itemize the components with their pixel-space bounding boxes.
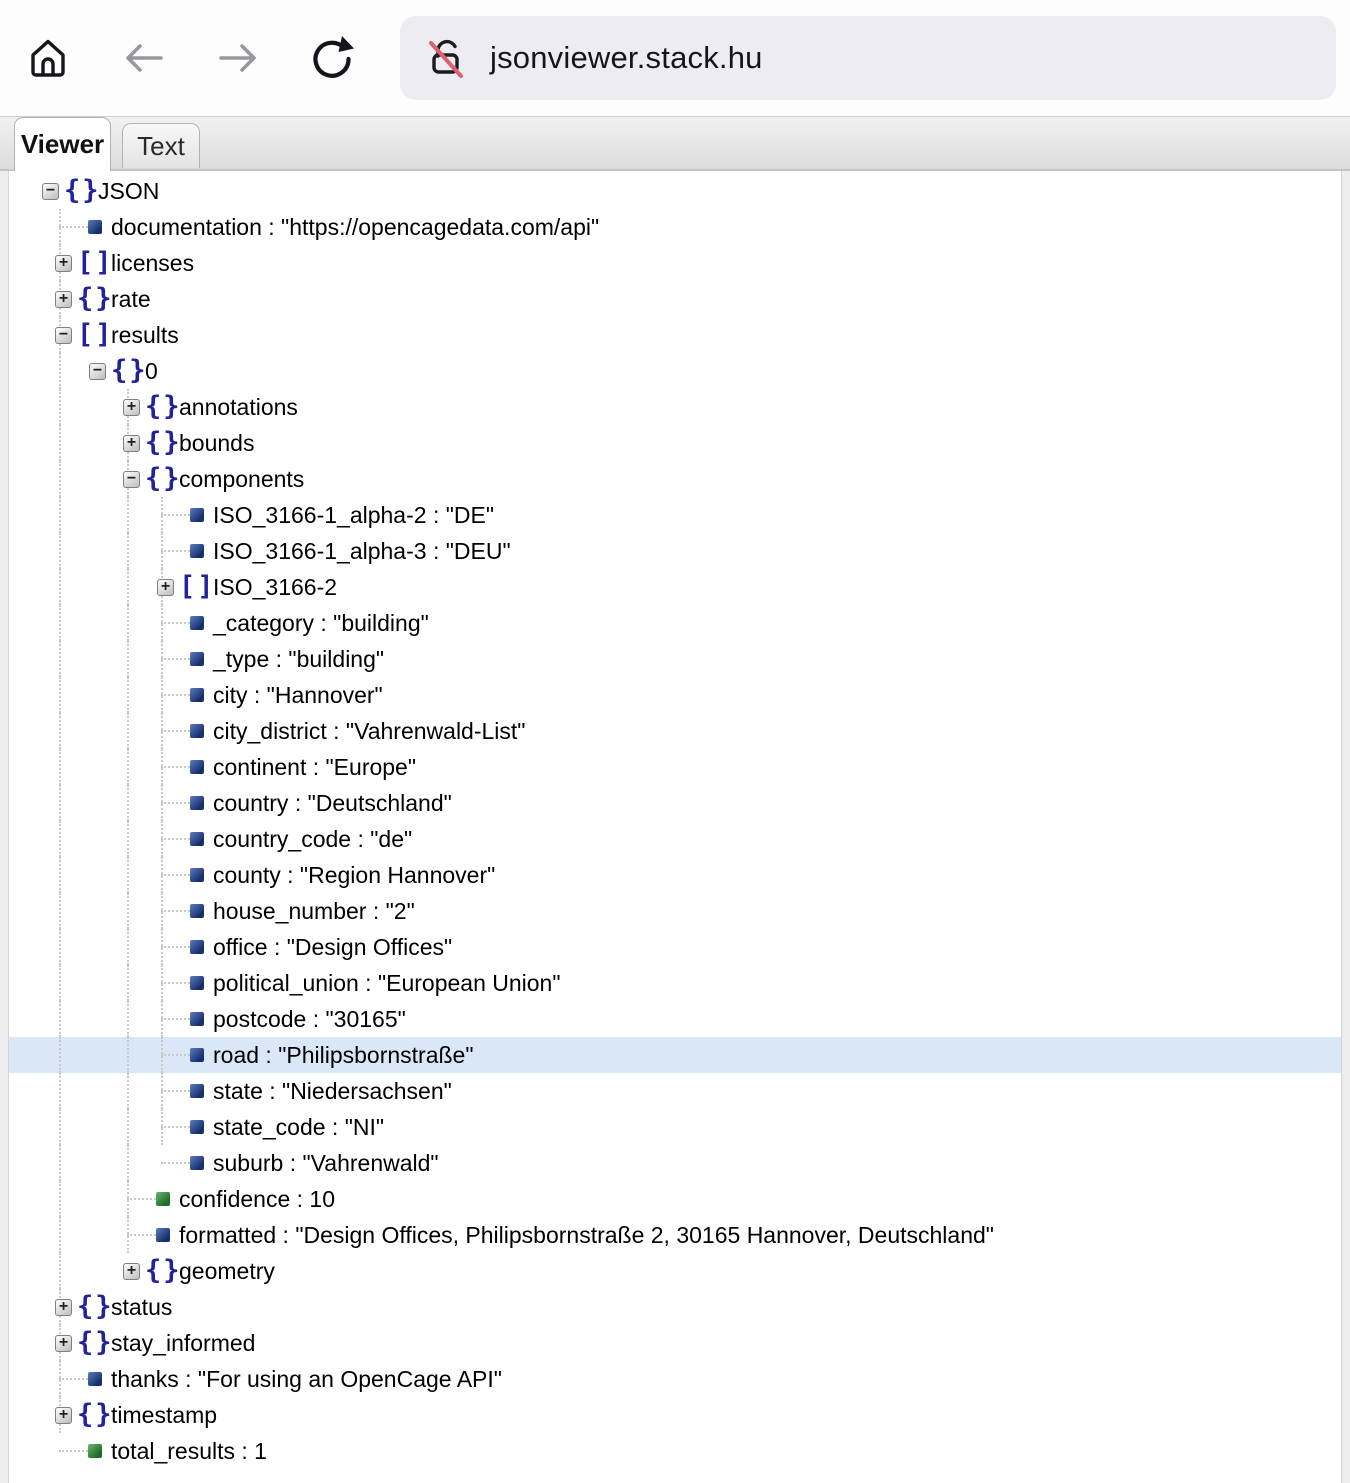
node-label[interactable]: licenses bbox=[111, 250, 195, 276]
url-bar[interactable] bbox=[400, 16, 1336, 100]
tree-row[interactable] bbox=[9, 1361, 1341, 1397]
string-leaf-icon bbox=[190, 1156, 204, 1170]
tree-guide-line bbox=[59, 1253, 61, 1289]
json-tree bbox=[8, 171, 1342, 1483]
string-leaf-icon bbox=[190, 796, 204, 810]
object-braces-icon: {} bbox=[77, 1399, 114, 1430]
expand-toggle-icon[interactable]: + bbox=[55, 291, 72, 308]
node-label[interactable]: confidence : 10 bbox=[179, 1186, 336, 1212]
tree-row[interactable] bbox=[9, 1289, 1341, 1325]
tab-strip-border bbox=[0, 169, 1350, 171]
collapse-toggle-icon[interactable]: − bbox=[55, 327, 72, 344]
tree-connector-line bbox=[161, 550, 190, 552]
tree-row[interactable] bbox=[9, 281, 1341, 317]
tree-guide-line bbox=[127, 1073, 129, 1109]
tree-row[interactable] bbox=[9, 1037, 1341, 1073]
tab-viewer[interactable]: Viewer bbox=[14, 117, 111, 171]
tree-guide-line bbox=[127, 641, 129, 677]
string-leaf-icon bbox=[190, 904, 204, 918]
tree-connector-line bbox=[161, 1126, 190, 1128]
array-brackets-icon: [] bbox=[179, 571, 216, 602]
tree-guide-line bbox=[127, 965, 129, 1001]
object-braces-icon: {} bbox=[77, 1327, 114, 1358]
string-leaf-icon bbox=[190, 1012, 204, 1026]
string-leaf-icon bbox=[190, 760, 204, 774]
tree-connector-line bbox=[161, 910, 190, 912]
tree-row[interactable] bbox=[9, 641, 1341, 677]
tree-guide-line bbox=[59, 821, 61, 857]
node-label[interactable]: city_district : "Vahrenwald-List" bbox=[213, 718, 526, 744]
object-braces-icon: {} bbox=[145, 1255, 182, 1286]
tree-row[interactable] bbox=[9, 209, 1341, 245]
node-label[interactable]: results bbox=[111, 322, 179, 348]
node-label[interactable]: 0 bbox=[145, 358, 158, 384]
tree-guide-line bbox=[59, 749, 61, 785]
forward-arrow-icon[interactable] bbox=[214, 34, 262, 82]
tree-connector-line bbox=[127, 1234, 156, 1236]
collapse-toggle-icon[interactable]: − bbox=[42, 183, 59, 200]
tree-guide-line bbox=[127, 713, 129, 749]
object-braces-icon: {} bbox=[77, 283, 114, 314]
expand-toggle-icon[interactable]: + bbox=[123, 435, 140, 452]
tree-guide-line bbox=[59, 965, 61, 1001]
tree-guide-line bbox=[59, 533, 61, 569]
tree-row[interactable] bbox=[9, 929, 1341, 965]
tree-guide-line bbox=[59, 1217, 61, 1253]
tree-row[interactable] bbox=[9, 1217, 1341, 1253]
tree-guide-line bbox=[59, 389, 61, 425]
tree-connector-line bbox=[161, 1018, 190, 1020]
node-label[interactable]: formatted : "Design Offices, Philipsbornstraße 2, 30165 Hannover, Deutschland" bbox=[179, 1222, 994, 1248]
tree-guide-line bbox=[127, 785, 129, 821]
node-label[interactable]: status bbox=[111, 1294, 173, 1320]
tree-row[interactable] bbox=[9, 893, 1341, 929]
tree-guide-line bbox=[127, 1001, 129, 1037]
tree-guide-line bbox=[59, 1145, 61, 1181]
object-braces-icon: {} bbox=[145, 391, 182, 422]
tree-guide-line bbox=[59, 677, 61, 713]
tree-row[interactable] bbox=[9, 317, 1341, 353]
expand-toggle-icon[interactable]: + bbox=[55, 1407, 72, 1424]
tree-connector-line bbox=[161, 622, 190, 624]
expand-toggle-icon[interactable]: + bbox=[55, 255, 72, 272]
node-label[interactable]: _type : "building" bbox=[213, 646, 385, 672]
expand-toggle-icon[interactable]: + bbox=[157, 579, 174, 596]
forward-arrow-svg bbox=[215, 35, 261, 81]
node-label[interactable]: state : "Niedersachsen" bbox=[213, 1078, 452, 1104]
string-leaf-icon bbox=[190, 832, 204, 846]
node-label[interactable]: ISO_3166-1_alpha-2 : "DE" bbox=[213, 502, 494, 528]
tree-row[interactable] bbox=[9, 1001, 1341, 1037]
tree-guide-line bbox=[59, 785, 61, 821]
tree-guide-line bbox=[59, 353, 61, 389]
object-braces-icon: {} bbox=[111, 355, 148, 386]
tree-row[interactable] bbox=[9, 605, 1341, 641]
tree-guide-line bbox=[59, 1109, 61, 1145]
tree-connector-line bbox=[161, 1090, 190, 1092]
tree-guide-line bbox=[59, 857, 61, 893]
node-label[interactable]: stay_informed bbox=[111, 1330, 256, 1356]
tree-guide-line bbox=[127, 821, 129, 857]
tree-row[interactable] bbox=[9, 1433, 1341, 1469]
tree-row[interactable] bbox=[9, 533, 1341, 569]
tree-row[interactable] bbox=[9, 389, 1341, 425]
node-label[interactable]: road : "Philipsbornstraße" bbox=[213, 1042, 474, 1068]
string-leaf-icon bbox=[190, 724, 204, 738]
number-leaf-icon bbox=[156, 1192, 170, 1206]
tree-connector-line bbox=[161, 730, 190, 732]
tree-row[interactable] bbox=[9, 965, 1341, 1001]
node-label[interactable]: rate bbox=[111, 286, 151, 312]
tree-guide-line bbox=[127, 1037, 129, 1073]
node-label[interactable]: thanks : "For using an OpenCage API" bbox=[111, 1366, 502, 1392]
string-leaf-icon bbox=[190, 976, 204, 990]
tab-strip bbox=[0, 116, 1350, 171]
tree-guide-line bbox=[127, 497, 129, 533]
tree-guide-line bbox=[127, 857, 129, 893]
tree-row[interactable] bbox=[9, 1109, 1341, 1145]
back-arrow-svg bbox=[121, 35, 167, 81]
node-label[interactable]: total_results : 1 bbox=[111, 1438, 267, 1464]
browser-header bbox=[0, 0, 1350, 116]
object-braces-icon: {} bbox=[77, 1291, 114, 1322]
tree-guide-line bbox=[127, 749, 129, 785]
url-text: jsonviewer.stack.hu bbox=[490, 40, 763, 75]
back-arrow-icon[interactable] bbox=[120, 34, 168, 82]
tree-guide-line bbox=[59, 641, 61, 677]
node-label[interactable]: JSON bbox=[98, 178, 160, 204]
node-label[interactable]: country_code : "de" bbox=[213, 826, 413, 852]
tree-row[interactable] bbox=[9, 1073, 1341, 1109]
reload-icon[interactable] bbox=[308, 34, 356, 82]
tree-guide-line bbox=[59, 497, 61, 533]
tree-guide-line bbox=[127, 605, 129, 641]
tree-connector-line bbox=[161, 694, 190, 696]
object-braces-icon: {} bbox=[145, 427, 182, 458]
string-leaf-icon bbox=[190, 652, 204, 666]
tree-connector-line bbox=[161, 874, 190, 876]
tree-row[interactable] bbox=[9, 857, 1341, 893]
node-label[interactable]: continent : "Europe" bbox=[213, 754, 417, 780]
tree-row[interactable] bbox=[9, 245, 1341, 281]
string-leaf-icon bbox=[190, 1048, 204, 1062]
viewer-panel bbox=[0, 171, 1350, 1483]
tree-row[interactable] bbox=[9, 1145, 1341, 1181]
tree-guide-line bbox=[59, 461, 61, 497]
string-leaf-icon bbox=[190, 508, 204, 522]
string-leaf-icon bbox=[190, 616, 204, 630]
home-icon-svg bbox=[25, 35, 71, 81]
tree-guide-line bbox=[59, 893, 61, 929]
tree-connector-line bbox=[161, 982, 190, 984]
tree-row[interactable] bbox=[9, 677, 1341, 713]
tree-row[interactable] bbox=[9, 1325, 1341, 1361]
reload-icon-svg bbox=[308, 34, 356, 82]
node-label[interactable]: city : "Hannover" bbox=[213, 682, 383, 708]
tree-connector-line bbox=[127, 1198, 156, 1200]
node-label[interactable]: state_code : "NI" bbox=[213, 1114, 385, 1140]
node-label[interactable]: geometry bbox=[179, 1258, 275, 1284]
object-braces-icon: {} bbox=[145, 463, 182, 494]
string-leaf-icon bbox=[190, 1120, 204, 1134]
node-label[interactable]: bounds bbox=[179, 430, 255, 456]
node-label[interactable]: county : "Region Hannover" bbox=[213, 862, 496, 888]
node-label[interactable]: country : "Deutschland" bbox=[213, 790, 452, 816]
tree-guide-line bbox=[127, 893, 129, 929]
node-label[interactable]: components bbox=[179, 466, 305, 492]
string-leaf-icon bbox=[88, 220, 102, 234]
broken-lock-svg bbox=[424, 35, 470, 81]
tree-row[interactable] bbox=[9, 461, 1341, 497]
tree-connector-line bbox=[161, 1162, 190, 1164]
home-icon[interactable] bbox=[24, 34, 72, 82]
node-label[interactable]: documentation : "https://opencagedata.com/api" bbox=[111, 214, 600, 240]
tree-guide-line bbox=[59, 605, 61, 641]
string-leaf-icon bbox=[190, 868, 204, 882]
tree-guide-line bbox=[59, 569, 61, 605]
tree-row[interactable] bbox=[9, 1397, 1341, 1433]
tree-guide-line bbox=[127, 677, 129, 713]
tree-row[interactable] bbox=[9, 353, 1341, 389]
tree-guide-line bbox=[59, 1001, 61, 1037]
string-leaf-icon bbox=[88, 1372, 102, 1386]
expand-toggle-icon[interactable]: + bbox=[123, 1263, 140, 1280]
expand-toggle-icon[interactable]: + bbox=[123, 399, 140, 416]
number-leaf-icon bbox=[88, 1444, 102, 1458]
array-brackets-icon: [] bbox=[77, 247, 114, 278]
tree-guide-line bbox=[59, 425, 61, 461]
tree-guide-line bbox=[59, 713, 61, 749]
node-label[interactable]: timestamp bbox=[111, 1402, 218, 1428]
tree-row[interactable] bbox=[9, 173, 1341, 209]
node-label[interactable]: office : "Design Offices" bbox=[213, 934, 453, 960]
tree-connector-line bbox=[161, 838, 190, 840]
tree-row[interactable] bbox=[9, 569, 1341, 605]
tree-row[interactable] bbox=[9, 713, 1341, 749]
tree-row[interactable] bbox=[9, 785, 1341, 821]
node-label[interactable]: _category : "building" bbox=[213, 610, 429, 636]
string-leaf-icon bbox=[190, 544, 204, 558]
array-brackets-icon: [] bbox=[77, 319, 114, 350]
tree-connector-line bbox=[59, 1450, 88, 1452]
tree-guide-line bbox=[127, 1145, 129, 1181]
node-label[interactable]: ISO_3166-2 bbox=[213, 574, 338, 600]
tree-row[interactable] bbox=[9, 749, 1341, 785]
tree-guide-line bbox=[127, 1109, 129, 1145]
tree-connector-line bbox=[59, 226, 88, 228]
tree-guide-line bbox=[127, 929, 129, 965]
string-leaf-icon bbox=[190, 1084, 204, 1098]
tree-connector-line bbox=[161, 766, 190, 768]
tree-guide-line bbox=[127, 533, 129, 569]
tab-text[interactable]: Text bbox=[122, 123, 200, 168]
string-leaf-icon bbox=[156, 1228, 170, 1242]
expand-toggle-icon[interactable]: + bbox=[55, 1299, 72, 1316]
node-label[interactable]: house_number : "2" bbox=[213, 898, 415, 924]
tree-row[interactable] bbox=[9, 1253, 1341, 1289]
tree-guide-line bbox=[59, 929, 61, 965]
node-label[interactable]: political_union : "European Union" bbox=[213, 970, 561, 996]
tree-guide-line bbox=[59, 1073, 61, 1109]
tree-connector-line bbox=[161, 514, 190, 516]
tree-row[interactable] bbox=[9, 425, 1341, 461]
tree-row[interactable] bbox=[9, 821, 1341, 857]
tree-row[interactable] bbox=[9, 1181, 1341, 1217]
string-leaf-icon bbox=[190, 940, 204, 954]
node-label[interactable]: annotations bbox=[179, 394, 298, 420]
node-label[interactable]: suburb : "Vahrenwald" bbox=[213, 1150, 439, 1176]
tree-row[interactable] bbox=[9, 497, 1341, 533]
tree-connector-line bbox=[59, 1378, 88, 1380]
collapse-toggle-icon[interactable]: − bbox=[123, 471, 140, 488]
node-label[interactable]: ISO_3166-1_alpha-3 : "DEU" bbox=[213, 538, 511, 564]
collapse-toggle-icon[interactable]: − bbox=[89, 363, 106, 380]
tree-guide-line bbox=[127, 569, 129, 605]
tree-connector-line bbox=[161, 658, 190, 660]
tree-connector-line bbox=[161, 1054, 190, 1056]
string-leaf-icon bbox=[190, 688, 204, 702]
insecure-broken-lock-icon[interactable] bbox=[424, 35, 470, 81]
expand-toggle-icon[interactable]: + bbox=[55, 1335, 72, 1352]
tree-guide-line bbox=[59, 1037, 61, 1073]
object-braces-icon: {} bbox=[64, 175, 101, 206]
node-label[interactable]: postcode : "30165" bbox=[213, 1006, 406, 1032]
tree-guide-line bbox=[59, 1181, 61, 1217]
tree-connector-line bbox=[161, 802, 190, 804]
tree-connector-line bbox=[161, 946, 190, 948]
